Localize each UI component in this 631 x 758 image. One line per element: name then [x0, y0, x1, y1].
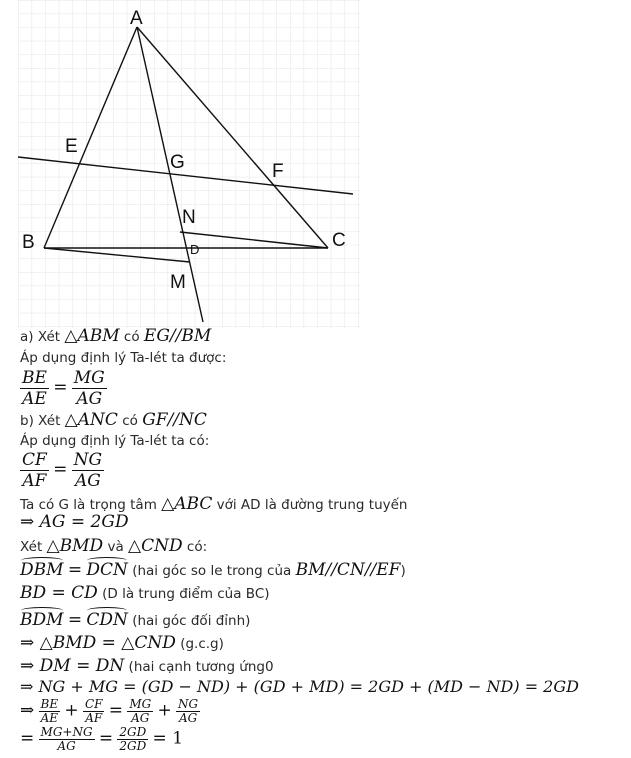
grid-background	[18, 0, 360, 328]
line-14: ⇒ DM = DN (hai cạnh tương ứng0	[20, 656, 274, 676]
line-9: Xét △BMD và △CND có:	[20, 536, 208, 556]
label-d: D	[190, 242, 200, 257]
label-b: B	[22, 232, 35, 253]
label-a: A	[130, 8, 143, 29]
line-6: $\frac{CF}{AF}$ = $\frac{NG}{AG}$	[22, 450, 103, 491]
label-g: G	[170, 152, 185, 173]
label-m: M	[170, 272, 186, 293]
line-11: BD = CD (D là trung điểm của BC)	[20, 583, 270, 603]
line-3: $\frac{BE}{AE}$ = $\frac{MG}{AG}$	[22, 368, 105, 409]
geometry-figure	[18, 0, 360, 328]
label-e: E	[65, 136, 78, 157]
label-c: C	[332, 230, 346, 251]
line-8: ⇒ AG = 2GD	[20, 512, 129, 532]
line-17: = $\frac{MG+NG}{AG}$ = $\frac{2GD}{2GD}$ = 1	[20, 725, 184, 753]
line-4: b) Xét △ANC có GF//NC	[20, 410, 207, 430]
line-10: DBM = DCN (hai góc so le trong của BM//CN//EF)	[20, 560, 406, 580]
line-15: ⇒ NG + MG = (GD − ND) + (GD + MD) = 2GD + (MD − ND) = 2GD	[20, 677, 579, 696]
line-7: Ta có G là trọng tâm △ABC với AD là đường trung tuyến	[20, 494, 408, 514]
line-5: Áp dụng định lý Ta-lét ta có:	[20, 433, 210, 449]
line-1: a) Xét △ABM có EG//BM	[20, 326, 212, 346]
label-f: F	[272, 161, 284, 182]
line-12: BDM = CDN (hai góc đối đỉnh)	[20, 610, 251, 630]
line-13: ⇒ △BMD = △CND (g.c.g)	[20, 633, 224, 653]
label-n: N	[182, 207, 196, 228]
line-16: ⇒ $\frac{BE}{AE}$ + $\frac{CF}{AF}$ = $\frac{MG}{AG}$ + $\frac{NG}{AG}$	[20, 697, 199, 725]
line-2: Áp dụng định lý Ta-lét ta được:	[20, 350, 227, 366]
